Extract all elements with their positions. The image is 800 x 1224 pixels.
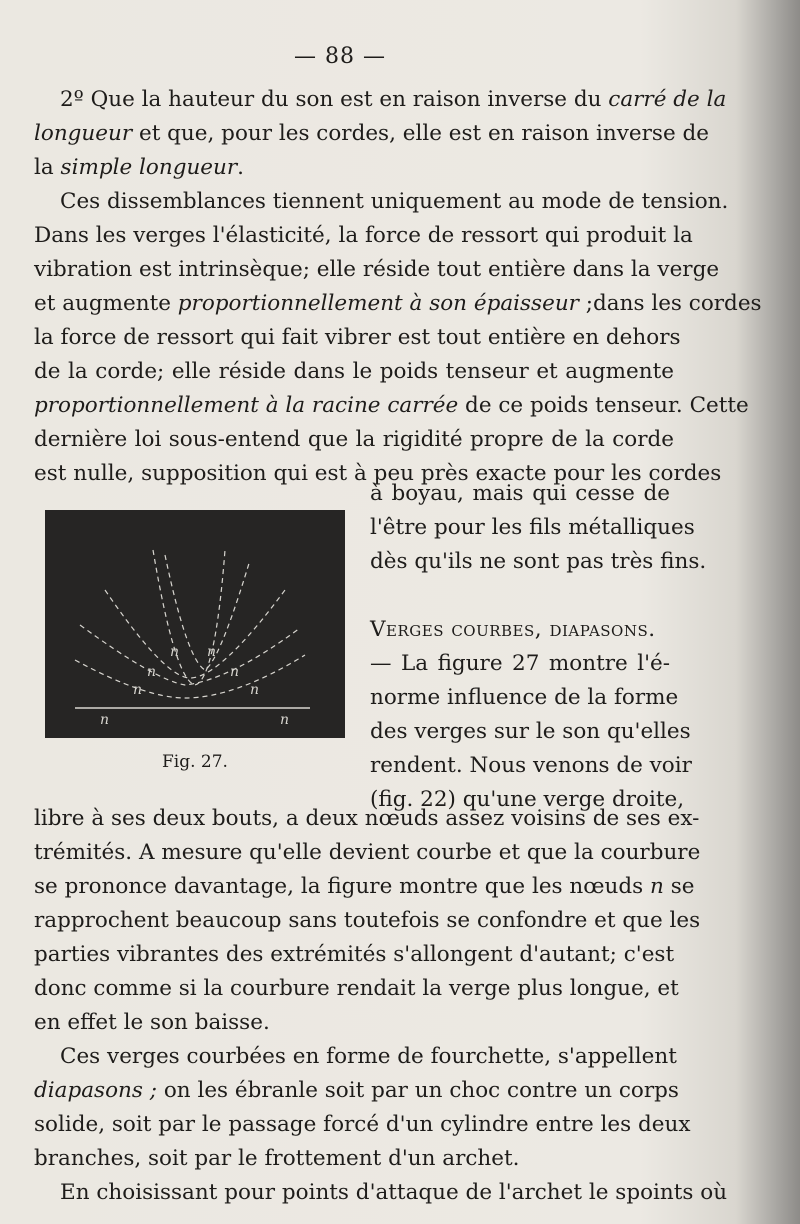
text-line: Ces verges courbées en forme de fourchette, s'appellent — [60, 1044, 677, 1069]
text-line: la simple longueur. — [34, 155, 244, 180]
page-number: — 88 — — [294, 44, 386, 69]
text-line: vibration est intrinsèque; elle réside tout entière dans la verge — [34, 257, 720, 282]
node-label: n — [170, 644, 180, 660]
text-line: proportionnellement à la racine carrée de ce poids tenseur. Cette — [34, 393, 749, 418]
text-line: longueur et que, pour les cordes, elle est en raison inverse de — [34, 121, 710, 146]
text-line: 2º Que la hauteur du son est en raison inverse du carré de la — [60, 87, 727, 112]
text-line: et augmente proportionnellement à son épaisseur ;dans les cordes — [34, 291, 762, 316]
text-line: — La figure 27 montre l'é- — [370, 651, 670, 676]
text-line: donc comme si la courbure rendait la verge plus longue, et — [34, 976, 679, 1001]
text-line: de la corde; elle réside dans le poids tenseur et augmente — [34, 359, 674, 384]
text-line: solide, soit par le passage forcé d'un cylindre entre les deux — [34, 1112, 691, 1137]
text-line: est nulle, supposition qui est à peu près exacte pour les cordes — [34, 461, 722, 486]
text-block-bottom — [34, 802, 728, 1210]
figure-27-bent-rods — [45, 510, 345, 738]
text-line: norme influence de la forme — [370, 685, 679, 710]
figure-caption: Fig. 27. — [162, 752, 228, 772]
text-line: Ces dissemblances tiennent uniquement au mode de tension. — [60, 189, 729, 214]
text-block-top — [34, 83, 762, 491]
text-line: branches, soit par le frottement d'un archet. — [34, 1146, 520, 1171]
text-line: libre à ses deux bouts, a deux nœuds assez voisins de ses ex- — [34, 806, 700, 831]
node-label: n — [207, 644, 217, 660]
node-label: n — [133, 682, 143, 698]
node-label: n — [100, 712, 110, 728]
node-label: n — [230, 664, 240, 680]
text-line: trémités. A mesure qu'elle devient courbe et que la courbure — [34, 840, 701, 865]
text-line: rendent. Nous venons de voir — [370, 753, 692, 778]
text-line: la force de ressort qui fait vibrer est tout entière en dehors — [34, 325, 681, 350]
text-line: se prononce davantage, la figure montre que les nœuds n se — [34, 874, 695, 899]
text-line: diapasons ; on les ébranle soit par un choc contre un corps — [34, 1078, 679, 1103]
text-line: parties vibrantes des extrémités s'allongent d'autant; c'est — [34, 942, 675, 967]
text-line: (fig. 22) qu'une verge droite, — [370, 787, 685, 812]
text-line: l'être pour les fils métalliques — [370, 515, 695, 540]
figure-background — [45, 510, 345, 738]
section-heading: Verges courbes, diapasons. — [370, 617, 656, 642]
text-line: à boyau, mais qui cesse de — [370, 481, 670, 506]
text-line: dernière loi sous-entend que la rigidité propre de la corde — [34, 427, 674, 452]
text-block-beside-figure — [370, 477, 707, 817]
text-line: des verges sur le son qu'elles — [370, 719, 691, 744]
text-line: En choisissant pour points d'attaque de l'archet le spoints où — [60, 1180, 728, 1205]
text-line: en effet le son baisse. — [34, 1010, 270, 1035]
text-line: rapprochent beaucoup sans toutefois se confondre et que les — [34, 908, 701, 933]
node-label: n — [147, 664, 157, 680]
text-line: Dans les verges l'élasticité, la force de ressort qui produit la — [34, 223, 693, 248]
node-label: n — [280, 712, 290, 728]
paragraph-spacer — [370, 579, 670, 613]
text-line: dès qu'ils ne sont pas très fins. — [370, 549, 707, 574]
node-label: n — [250, 682, 260, 698]
